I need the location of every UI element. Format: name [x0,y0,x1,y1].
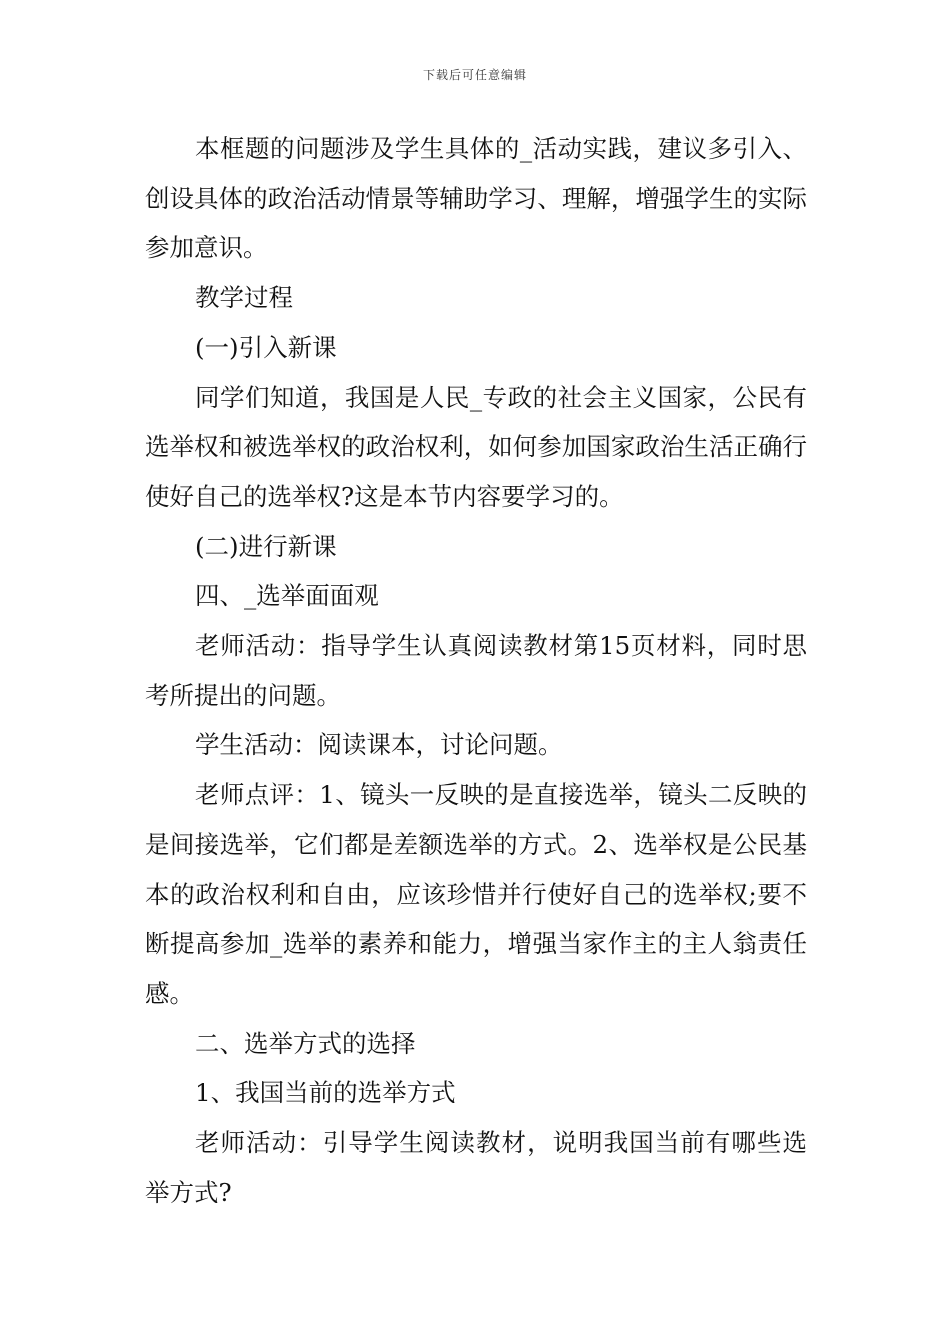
paragraph-lesson-intro: 同学们知道，我国是人民_专政的社会主义国家，公民有选举权和被选举权的政治权利，如何参加国家政治生活正确行使好自己的选举权?这是本节内容要学习的。 [145,382,807,511]
heading-section-two: 二、选举方式的选择 [195,1028,416,1058]
page-header: 下载后可任意编辑 [422,68,527,82]
document-body [145,124,807,1217]
paragraph-teacher-activity-2: 老师活动：引导学生阅读教材，说明我国当前有哪些选举方式? [145,1128,807,1207]
heading-subsection-one: 1、我国当前的选举方式 [195,1078,456,1108]
heading-new-lesson: (二)进行新课 [195,531,337,561]
heading-introduce-lesson: (一)引入新课 [195,332,337,362]
heading-section-four: 四、_选举面面观 [195,581,379,611]
paragraph-teacher-comment: 老师点评：1、镜头一反映的是直接选举，镜头二反映的是间接选举，它们都是差额选举的方式。2、选举权是公民基本的政治权利和自由，应该珍惜并行使好自己的选举权;要不断提高参加_选举的素养和能力，增强当家作主的主人翁责任感。 [145,780,807,1008]
paragraph-student-activity: 学生活动：阅读课本，讨论问题。 [195,730,563,760]
heading-teaching-process: 教学过程 [195,283,293,313]
paragraph-intro: 本框题的问题涉及学生具体的_活动实践，建议多引入、创设具体的政治活动情景等辅助学习、理解，增强学生的实际参加意识。 [145,134,807,263]
paragraph-teacher-activity-1: 老师活动：指导学生认真阅读教材第15页材料，同时思考所提出的问题。 [145,631,807,710]
